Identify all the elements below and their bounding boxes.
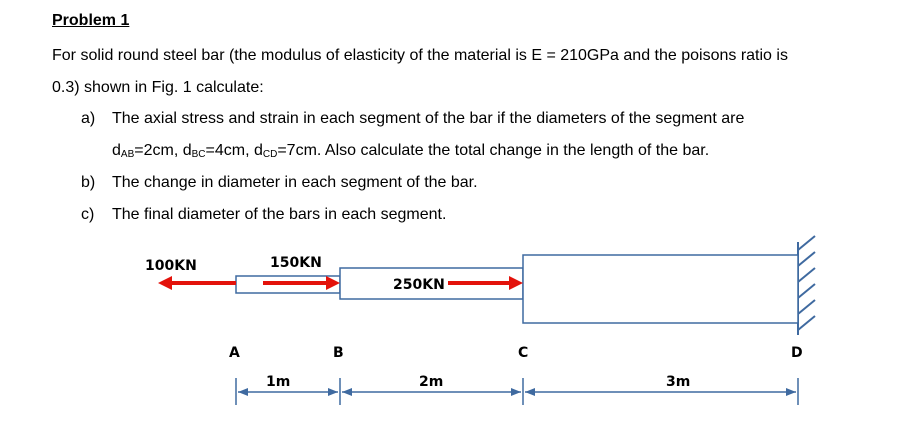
problem-title: Problem 1 bbox=[52, 12, 130, 29]
item-a-marker: a) bbox=[81, 110, 96, 127]
force-arrow-100kn bbox=[158, 276, 236, 290]
item-a-line-1: The axial stress and strain in each segment of the bar if the diameters of the segment are bbox=[112, 110, 745, 127]
d-ab-value: =2cm, d bbox=[134, 142, 192, 159]
fixed-wall-support bbox=[798, 236, 815, 335]
point-label-b: B bbox=[333, 345, 344, 361]
load-label-250kn: 250KN bbox=[393, 277, 445, 293]
d-ab-subscript: AB bbox=[120, 149, 135, 160]
load-label-100kn: 100KN bbox=[145, 258, 197, 274]
length-label-ab: 1m bbox=[266, 374, 291, 390]
item-c-line-1: The final diameter of the bars in each segment. bbox=[112, 206, 447, 223]
d-bc-value: =4cm, d bbox=[205, 142, 263, 159]
intro-line-1: For solid round steel bar (the modulus of elasticity of the material is E = 210GPa and the poisons ratio is bbox=[52, 47, 788, 64]
point-label-d: D bbox=[791, 345, 803, 361]
load-label-150kn: 150KN bbox=[270, 255, 322, 271]
item-c-marker: c) bbox=[81, 206, 95, 223]
intro-line-2: 0.3) shown in Fig. 1 calculate: bbox=[52, 79, 264, 96]
point-label-a: A bbox=[229, 345, 240, 361]
length-label-cd: 3m bbox=[666, 374, 691, 390]
d-ab-prefix: d bbox=[112, 142, 121, 159]
d-bc-subscript: BC bbox=[191, 149, 206, 160]
length-label-bc: 2m bbox=[419, 374, 444, 390]
d-cd-subscript: CD bbox=[262, 149, 278, 160]
item-b-line-1: The change in diameter in each segment of the bar. bbox=[112, 174, 478, 191]
point-label-c: C bbox=[518, 345, 529, 361]
segment-cd bbox=[523, 255, 798, 323]
d-cd-value: =7cm. Also calculate the total change in the length of the bar. bbox=[277, 142, 710, 159]
item-b-marker: b) bbox=[81, 174, 96, 191]
